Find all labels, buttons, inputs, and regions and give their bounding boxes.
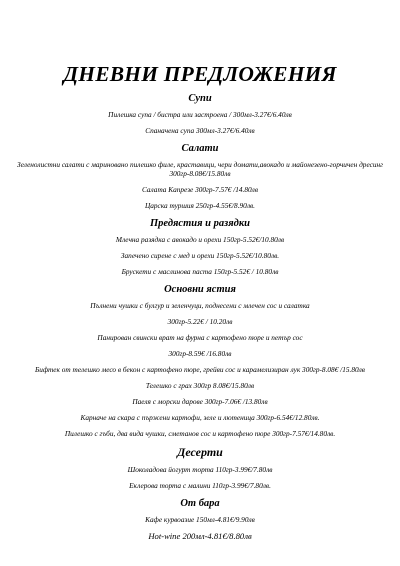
- page-title: ДНЕВНИ ПРЕДЛОЖЕНИЯ: [63, 62, 337, 86]
- section-starters: [0, 217, 400, 276]
- menu-item: Млечна разядка с авокадо и орехи 150гр-5.52€/10.80лв: [115, 235, 285, 244]
- menu-item: Шоколадова йогурт торта 110гр-3.99€/7.80лв: [127, 465, 273, 474]
- menu-item-price: 300гр-5.22€ / 10.20лв: [167, 317, 233, 326]
- menu-item: Hot-wine 200мл-4.81€/8.80лв: [148, 531, 252, 541]
- section-heading-starters: Предястия и разядки: [150, 218, 250, 229]
- menu-item: Пилешка супа / бистра или застроена / 300мл-3.27€/6.40лв: [108, 110, 292, 119]
- section-mains: [0, 283, 400, 438]
- section-soups: [0, 92, 400, 135]
- menu-item: Кафе курвоазие 150мл-4.81€/9.90лв: [145, 515, 255, 524]
- menu-item: Бифтек от телешко месо в бекон с картофено пюре, грейви сос и карамелизиран лук 300гр-8.08€ /15.80лв: [35, 365, 365, 374]
- menu-item: Телешко с грах 300гр 8.08€/15.80лв: [145, 381, 255, 390]
- menu-item: Царска туршия 250гр-4.55€/8.90лв.: [144, 201, 256, 210]
- menu-item: Зеленолистни салати с мариновано пилешко филе, краставици, чери домати,авокадо и майонезено-горчичен дресинг 300гр-8.08€/15.80лв: [17, 160, 383, 178]
- menu-item: Пълнени чушки с булгур и зеленчуци, поднесени с млечен сос и салатка: [90, 301, 310, 310]
- menu-item: Брускети с маслинова паста 150гр-5.52€ / 10.80лв: [121, 267, 279, 276]
- section-heading-mains: Основни ястия: [164, 284, 236, 295]
- menu-item: Запечено сирене с мед и орехи 150гр-5.52€/10.80лв.: [120, 251, 280, 260]
- menu-item: Еклерова торта с малини 110гр-3.99€/7.80лв.: [129, 481, 271, 490]
- section-heading-bar: От бара: [180, 498, 220, 509]
- section-heading-desserts: Десерти: [177, 445, 223, 459]
- section-heading-salads: Салати: [181, 143, 219, 154]
- section-salads: [0, 142, 400, 210]
- menu-item: Пилешко с гъби, два вида чушки, сметанов сос и картофено пюре 300гр-7.57€/14.80лв.: [64, 429, 336, 438]
- menu-item: Спаначена супа 300мл-3.27€/6.40лв: [145, 126, 255, 135]
- menu-item: Панирован свински врат на фурна с картофено пюре и петър сос: [97, 333, 303, 342]
- menu-item: Паеля с морски дарове 300гр-7.06€ /13.80лв: [132, 397, 268, 406]
- menu-item: Салата Капрезе 300гр-7.57€ /14.80лв: [141, 185, 259, 194]
- menu-item: Карначе на скара с пържени картофи, зеле и лютеница 300гр-6.54€/12.80лв.: [80, 413, 320, 422]
- menu-item-price: 300гр-8.59€ /16.80лв: [168, 349, 232, 358]
- section-desserts: [0, 445, 400, 490]
- section-heading-soups: Супи: [188, 93, 212, 104]
- section-bar: [0, 497, 400, 541]
